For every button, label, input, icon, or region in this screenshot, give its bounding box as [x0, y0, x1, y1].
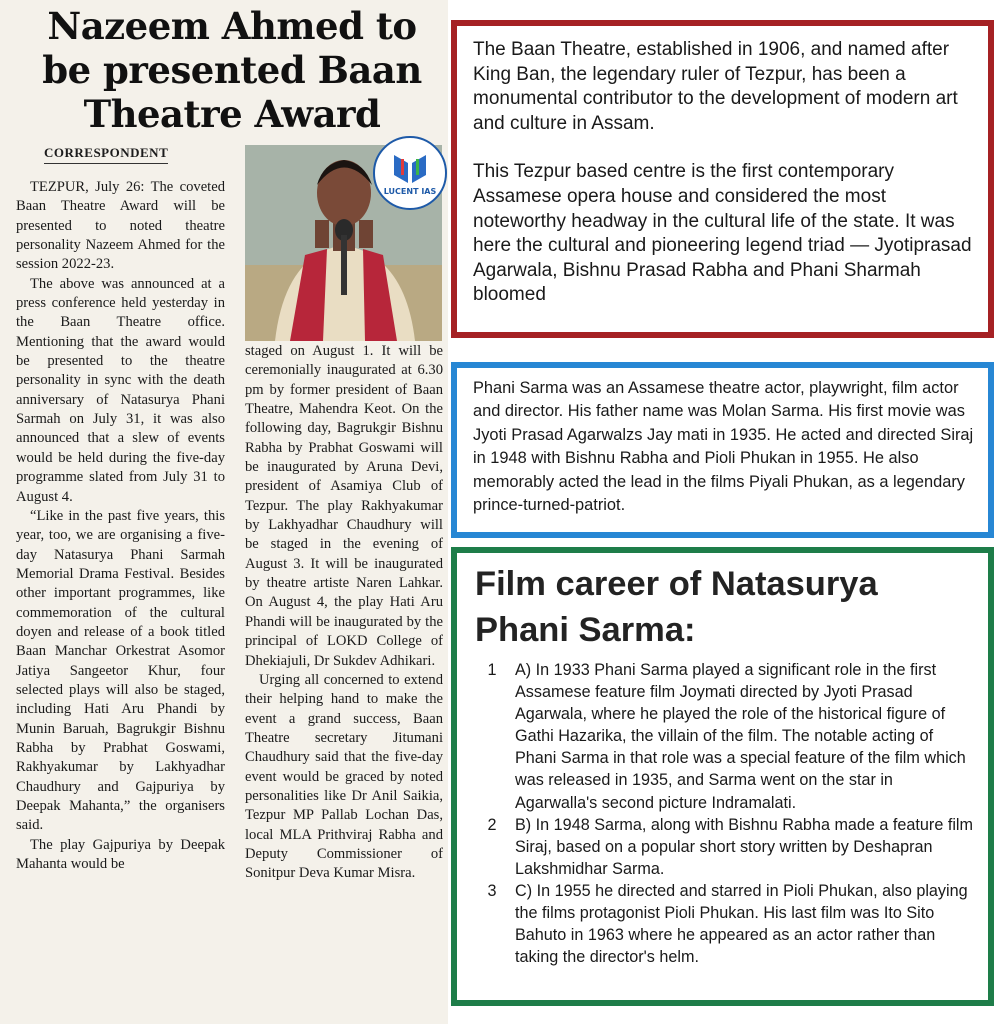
list-item [469, 659, 976, 814]
article-paragraph: “Like in the past five years, this year, too, we are organising a five-day Natasurya Phani Sarmah Memorial Drama Festival. Besides other important programmes, like commemoration of the cultural doyen and release of a book titled Baan Manchar Orkestrat Asomor Jatiya Sangeetor Khur, four selected plays will also be staged, including Hati Aru Phandi by Munin Baruah, Bagrukgir Bishnu Rabha by Prabhat Goswami, Rakhyakumar by Lakhyadhar Chaudhury and Gajpuriya by Deepak Mahanta,” the organisers said. [16, 507, 225, 834]
lucent-ias-logo-graphic [372, 135, 448, 211]
article-paragraph: The above was announced at a press conference held yesterday in the Baan Theatre office. Mentioning that the award would be presented to the theatre personality in sync with the death anniversary of Natasurya Phani Sarmah on July 31, it was also announced that a slew of events would be held during the five-day programme slated from July 31 to August 4. [16, 275, 225, 505]
article-column-1 [16, 178, 225, 874]
list-item [469, 814, 976, 880]
film-career-title: Film career of Natasurya Phani Sarma: [475, 565, 878, 649]
article-paragraph: staged on August 1. It will be ceremonially inaugurated at 6.30 pm by former president of Baan Theatre, Mahendra Keot. On the following day, Bagrukgir Bishnu Rabha by Prabhat Goswami will be inaugurated by Aruna Devi, president of Asamiya Club of Tezpur. The play Rakhyakumar by Lakhyadhar Chaudhury will be staged in the evening of August 3. It will be inaugurated by theatre artiste Naren Lahkar. On August 4, the play Hati Aru Phandi will be inaugurated by the principal of LOKD College of Dhekiajuli, Dr Sukdev Adhikari. [245, 343, 443, 669]
article-headline: Nazeem Ahmed to be presented Baan Theatre Award [42, 4, 422, 136]
film-career-list [469, 659, 976, 968]
info-box-1-paragraph-1: The Baan Theatre, established in 1906, and named after King Ban, the legendary ruler of Tezpur, has been a monumental contributor to the development of modern art and culture in Assam. [473, 39, 958, 134]
article-paragraph: Urging all concerned to extend their helping hand to make the event a grand success, Baan Theatre secretary Jitumani Chaudhury said that the five-day event would be graced by noted personalities like Dr Anil Saikia, Tezpur MP Pallab Lochan Das, local MLA Prithviraj Rabha and Deputy Commissioner of Sonitpur Deva Kumar Misra. [245, 671, 443, 882]
lucent-ias-logo [372, 135, 448, 211]
info-box-2-text: Phani Sarma was an Assamese theatre actor, playwright, film actor and director. His father name was Molan Sarma. His first movie was Jyoti Prasad Agarwalzs Jay mati in 1935. He acted and directed Siraj in 1948 with Bishnu Rabha and Pioli Phukan in 1955. He also memorably acted the lead in the films Piyali Phukan, as a legendary prince-turned-patriot. [473, 379, 974, 515]
list-item-number: 2 [487, 815, 497, 834]
info-box-1-paragraph-2: This Tezpur based centre is the first contemporary Assamese opera house and considered the most noteworthy headway in the cultural life of the state. It was here the cultural and pioneering legend triad — Jyotiprasad Agarwala, Bishnu Prasad Rabha and Phani Sharmah bloomed [473, 161, 972, 306]
article-paragraph: The play Gajpuriya by Deepak Mahanta would be [16, 836, 225, 873]
newspaper-clipping [0, 0, 448, 1024]
article-paragraph: TEZPUR, July 26: The coveted Baan Theatre Award will be presented to noted theatre personality Nazeem Ahmed for the session 2022-23. [16, 179, 225, 273]
list-item-number: 1 [487, 661, 497, 679]
article-byline: CORRESPONDENT [44, 145, 168, 164]
article-column-2 [245, 342, 443, 884]
list-item-text: C) In 1955 he directed and starred in Pioli Phukan, also playing the films protagonist Pioli Phukan. His last film was Ito Sito Bahuto in 1963 where he appeared as an actor rather than taking the director's helm. [515, 881, 968, 967]
list-item-text: A) In 1933 Phani Sarma played a significant role in the first Assamese feature film Joymati directed by Jyoti Prasad Agarwala, where he played the role of the historical figure of Gathi Hazarika, the villain of the film. The notable acting of Phani Sarma in that role was a special feature of the film which was released in 1935, and Sarma went on the star in Agarwalla's second picture Indramalati. [515, 661, 966, 812]
info-box-film-career [451, 547, 994, 1006]
logo-label: LUCENT IAS [383, 187, 437, 196]
list-item-number: 3 [487, 881, 497, 900]
list-item [469, 880, 976, 968]
list-item-text: B) In 1948 Sarma, along with Bishnu Rabha made a feature film Siraj, based on a popular short story written by Deshapran Lakshmidhar Sarma. [515, 815, 974, 878]
info-box-baan-theatre [451, 20, 994, 338]
info-box-phani-sarma [451, 362, 994, 538]
